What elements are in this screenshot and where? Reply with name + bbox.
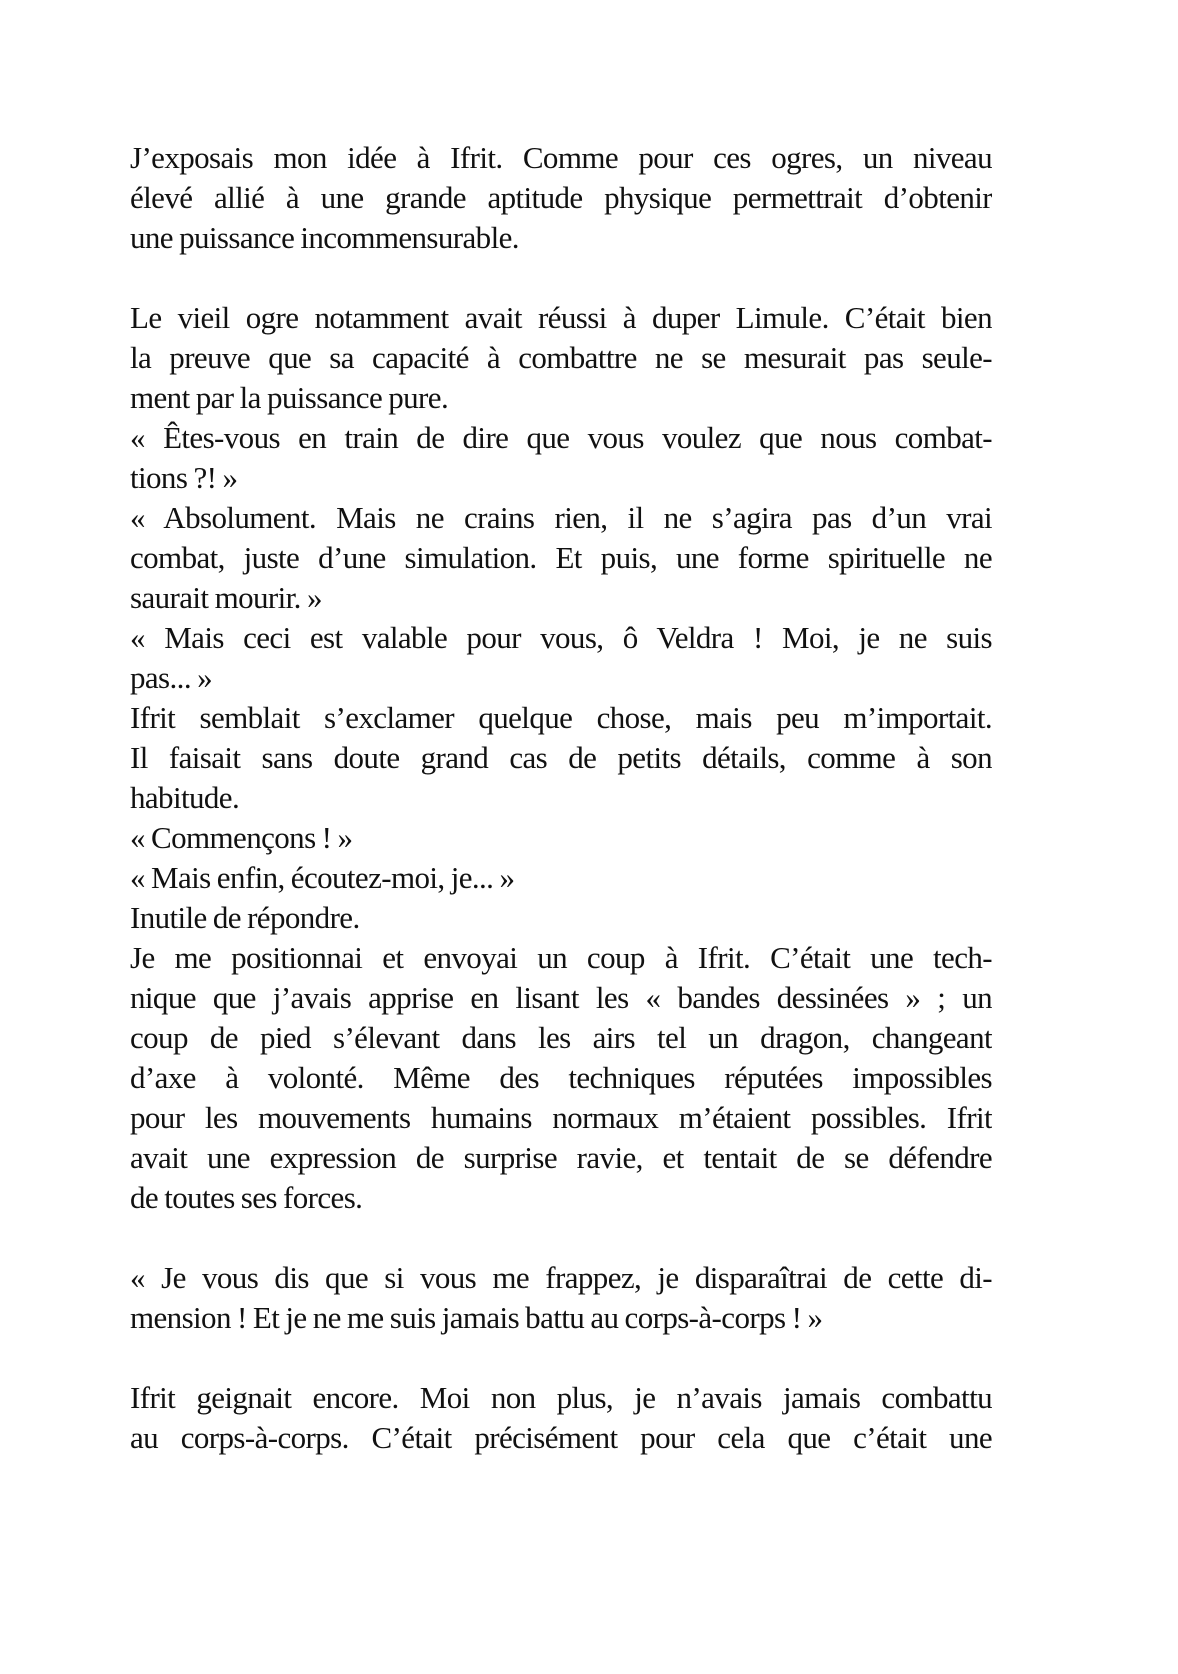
text-line: Le vieil ogre notamment avait réussi à duper Limule. C’était bien bbox=[130, 300, 992, 335]
text-line: avait une expression de surprise ravie, et tentait de se défendre bbox=[130, 1140, 992, 1175]
text-line: Ifrit semblait s’exclamer quelque chose, mais peu m’importait. bbox=[130, 700, 992, 735]
text-line: saurait mourir. » bbox=[130, 580, 322, 615]
paragraph bbox=[130, 1378, 992, 1458]
text-line: Il faisait sans doute grand cas de petits détails, comme à son bbox=[130, 740, 992, 775]
text-line: nique que j’avais apprise en lisant les « bandes dessinées » ; un bbox=[130, 980, 992, 1015]
text-line: Inutile de répondre. bbox=[130, 900, 360, 935]
text-line: de toutes ses forces. bbox=[130, 1180, 363, 1215]
text-line: la preuve que sa capacité à combattre ne se mesurait pas seule- bbox=[130, 340, 992, 375]
text-line: Ifrit geignait encore. Moi non plus, je n’avais jamais combattu bbox=[130, 1380, 992, 1415]
paragraph bbox=[130, 298, 992, 1218]
text-line: « Mais enfin, écoutez-moi, je... » bbox=[130, 860, 515, 895]
text-line: « Êtes-vous en train de dire que vous voulez que nous combat- bbox=[130, 420, 992, 455]
text-line: ment par la puissance pure. bbox=[130, 380, 449, 415]
text-line: au corps-à-corps. C’était précisément pour cela que c’était une bbox=[130, 1420, 992, 1455]
body-text bbox=[130, 138, 992, 1458]
text-line: « Absolument. Mais ne crains rien, il ne s’agira pas d’un vrai bbox=[130, 500, 992, 535]
text-line: Je me positionnai et envoyai un coup à Ifrit. C’était une tech- bbox=[130, 940, 992, 975]
paragraph-gap bbox=[130, 258, 992, 298]
paragraph-gap bbox=[130, 1218, 992, 1258]
paragraph bbox=[130, 138, 992, 258]
text-line: élevé allié à une grande aptitude physique permettrait d’obtenir bbox=[130, 180, 992, 215]
text-line: mension ! Et je ne me suis jamais battu au corps-à-corps ! » bbox=[130, 1300, 823, 1335]
text-line: tions ?! » bbox=[130, 460, 238, 495]
text-line: d’axe à volonté. Même des techniques réputées impossibles bbox=[130, 1060, 992, 1095]
text-line: pour les mouvements humains normaux m’étaient possibles. Ifrit bbox=[130, 1100, 992, 1135]
text-line: coup de pied s’élevant dans les airs tel un dragon, changeant bbox=[130, 1020, 992, 1055]
text-line: « Je vous dis que si vous me frappez, je disparaîtrai de cette di- bbox=[130, 1260, 992, 1295]
text-line: pas... » bbox=[130, 660, 213, 695]
text-line: « Commençons ! » bbox=[130, 820, 353, 855]
paragraph bbox=[130, 1258, 992, 1338]
text-line: une puissance incommensurable. bbox=[130, 220, 519, 255]
text-line: J’exposais mon idée à Ifrit. Comme pour ces ogres, un niveau bbox=[130, 140, 992, 175]
text-line: combat, juste d’une simulation. Et puis, une forme spirituelle ne bbox=[130, 540, 992, 575]
text-line: « Mais ceci est valable pour vous, ô Veldra ! Moi, je ne suis bbox=[130, 620, 992, 655]
text-line: habitude. bbox=[130, 780, 240, 815]
paragraph-gap bbox=[130, 1338, 992, 1378]
